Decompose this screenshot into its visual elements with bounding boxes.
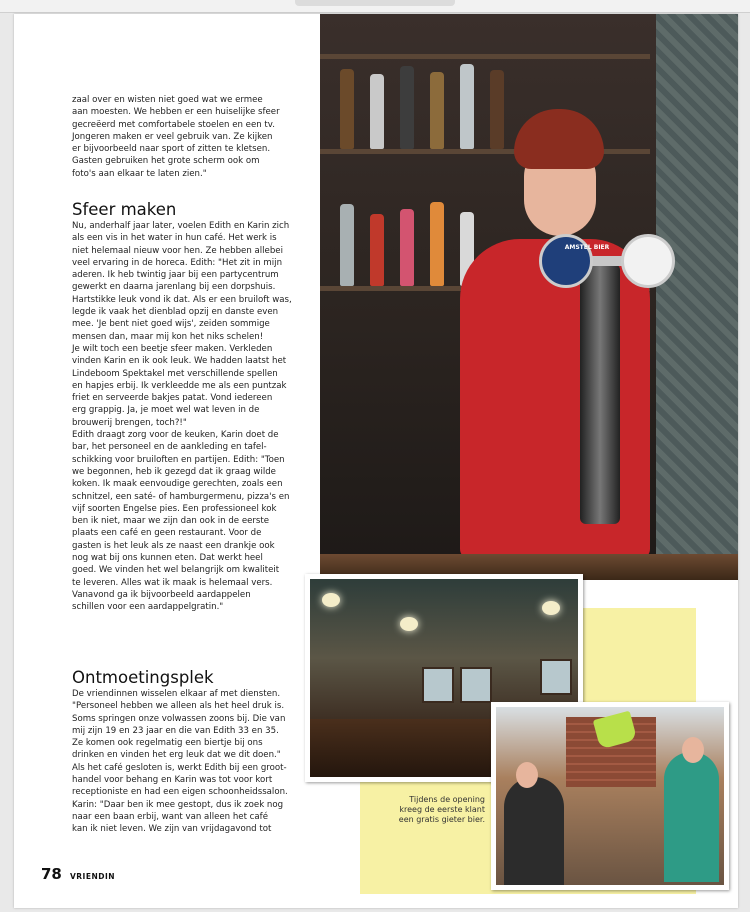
bottle <box>340 69 354 149</box>
pendant-lamp <box>542 601 560 615</box>
guest-left <box>504 777 564 887</box>
amstel-tap-disc <box>539 234 593 288</box>
page-number: 78 <box>41 865 62 883</box>
bottle <box>370 74 384 149</box>
photo-caption: Tijdens de opening kreeg de eerste klant een gratis gieter bier. <box>398 795 485 824</box>
beer-tap <box>525 224 675 574</box>
tap-pillar <box>580 264 620 524</box>
magazine-page <box>14 14 738 908</box>
viewer-top-bar <box>0 0 750 13</box>
magazine-name: VRIENDIN <box>69 872 116 881</box>
red-hair <box>514 109 604 169</box>
section-heading: Ontmoetingsplek <box>72 668 214 687</box>
section-sfeer-maken <box>72 200 304 614</box>
intro-text: zaal over en wisten niet goed wat we ermee aan moesten. We hebben er een huiselijke sfeer gecreëerd met comfortabele stoelen en een tv. Jongeren maken er veel gebruik van. Ze kijken er bijvoorbeeld naar sport of zitten te kletsen. Gasten gebruiken het grote scherm ook om foto's aan elkaar te laten zien." <box>72 95 280 179</box>
section-text: De vriendinnen wisselen elkaar af met diensten. "Personeel hebben we alleen als het heel druk is. Soms springen onze volwassen zoons bij. Die van mij zijn 19 en 23 jaar en die van Edith 33 en 35. Ze komen ook regelmatig een biertje bij ons drinken en vinden het erg leuk dat we dit doen." Als het café gesloten is, werkt Edith bij een groot- handel voor behang en Karin was tot voor kort receptioniste en had een eigen schoonheidssalon. Karin: "Daar ben ik mee gestopt, dus ik zoek nog naar een baan erbij, want van alleen het café kan ik niet leven. We zijn van vrijdagavond tot <box>72 689 288 835</box>
white-tap-disc <box>621 234 675 288</box>
viewer-notch <box>295 0 455 6</box>
window <box>460 667 492 703</box>
guest-head <box>682 737 704 763</box>
window <box>540 659 572 695</box>
photo-opening-party <box>491 702 729 890</box>
bottle <box>340 204 354 286</box>
guest-right <box>664 752 719 882</box>
photo-woman-at-beer-tap <box>320 14 738 580</box>
section-ontmoetingsplek <box>72 668 304 836</box>
bottle <box>370 214 384 286</box>
bar-shelf <box>320 54 650 59</box>
section-heading: Sfeer maken <box>72 200 177 219</box>
bottle <box>400 209 414 286</box>
window <box>422 667 454 703</box>
tap-disc-label: AMSTEL BIER <box>564 244 610 251</box>
guest-head <box>516 762 538 788</box>
pendant-lamp <box>400 617 418 631</box>
page-footer <box>41 864 115 883</box>
article-intro <box>72 94 304 180</box>
pendant-lamp <box>322 593 340 607</box>
bottle <box>400 66 414 149</box>
section-text: Nu, anderhalf jaar later, voelen Edith en Karin zich als een vis in het water in hun café. Het werk is niet helemaal nieuw voor hen. Ze hebben allebei veel ervaring in de horeca. Edith: "Het zit in mijn aderen. Ik heb twintig jaar bij een partycentrum gewerkt en daarna jarenlang bij een dorpshuis. Hartstikke leuk vond ik dat. Als er een bruiloft was, legde ik vaak het dienblad opzij en danste even mee. 'Je bent niet goed wijs', zeiden sommige mensen dan, maar mij kon het niks schelen! Je wilt toch een beetje sfeer maken. Verkleden vinden Karin en ik ook leuk. We hadden laatst het Lindeboom Spektakel met verschillende spellen en hapjes erbij. Ik verkleedde me als een puntzak friet en serveerde bakjes patat. Vond iedereen erg grappig. Ja, je moet wel wat leven in de brouwerij brengen, toch?!" Edith draagt zorg voor de keuken, Karin doet de bar, het personeel en de aankleding en tafel- schikking voor bruiloften en partijen. Edith: "Toen we begonnen, heb ik gezegd dat ik graag wilde koken. Ik maak eenvoudige gerechten, zoals een schnitzel, een saté- of hamburgermenu, pizza's en vijf soorten Engelse pies. Een professioneel kok ben ik niet, maar we zijn dan ook in de eerste plaats een café en geen restaurant. Voor de gasten is het leuk als ze naast een drankje ook nog wat bij ons kunnen eten. Dat werkt heel goed. We vinden het wel belangrijk om kwaliteit te leveren. Alles wat ik maak is helemaal vers. Vanavond ga ik bijvoorbeeld aardappelen schillen voor een aardappelgratin." <box>72 221 292 613</box>
